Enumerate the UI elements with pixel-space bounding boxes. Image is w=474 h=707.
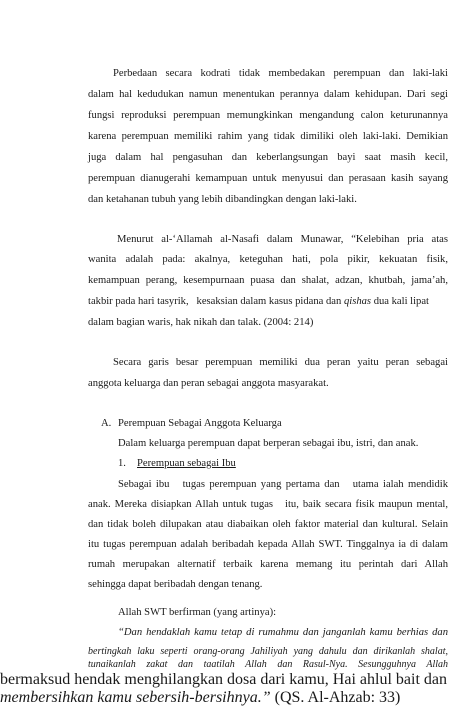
quote-source: (QS. Al-Ahzab: 33)	[270, 689, 401, 706]
quote-continuation	[0, 671, 447, 707]
paragraph-1-line: juga dalam hal pengasuhan dan keberlangsungan bayi saat masih kecil,	[88, 152, 448, 163]
paragraph-1-line: dan ketahanan tubuh yang lebih dibandingkan dengan laki-laki.	[88, 194, 357, 205]
paragraph-1-line: fungsi reproduksi perempuan memungkinkan mengandung calon keturunannya	[88, 110, 448, 121]
paragraph-2-line: wanita adalah pada: akalnya, keteguhan hati, pola pikir, kekuatan fisik,	[88, 254, 448, 265]
subsection-title	[137, 457, 236, 470]
quote-intro: Allah SWT berfirman (yang artinya):	[118, 607, 277, 618]
paragraph-1-line: karena perempuan memiliki rahim yang tidak dimiliki oleh laki-laki. Demikian	[88, 131, 448, 142]
paragraph-4-line: sehingga dapat beribadah dengan tenang.	[88, 579, 263, 590]
quote-line: “Dan hendaklah kamu tetap di rumahmu dan janganlah kamu berhias dan	[118, 627, 448, 638]
paragraph-2-text: dua kali lipat	[371, 296, 430, 307]
section-marker: A.	[101, 418, 112, 429]
paragraph-2-text: takbir pada hari tasyrik, kesaksian dalam kasus pidana dan	[88, 296, 342, 307]
paragraph-1-line: Perbedaan secara kodrati tidak membedakan perempuan dan laki-laki	[113, 68, 448, 79]
qishas-term: qishas	[343, 296, 372, 307]
paragraph-2-line: Menurut al-‘Allamah al-Nasafi dalam Munawar, “Kelebihan pria atas	[117, 234, 448, 245]
paragraph-3-line: anggota keluarga dan peran sebagai anggota masyarakat.	[88, 378, 329, 389]
quote-line: bertingkah laku seperti orang-orang Jahiliyah yang dahulu dan dirikanlah shalat,	[88, 646, 448, 657]
paragraph-4-line: anak. Mereka disiapkan Allah untuk tugas itu, baik secara fisik maupun mental,	[88, 499, 448, 510]
paragraph-2-line: kemampuan perang, kesempurnaan puasa dan shalat, adzan, khutbah, jama’ah,	[88, 275, 448, 286]
quote-final-line	[0, 689, 447, 707]
paragraph-4-line: rumah merupakan alternatif terbaik karena memang itu perintah dari Allah	[88, 559, 448, 570]
subsection-marker: 1.	[118, 458, 126, 469]
paragraph-2-line	[88, 295, 448, 308]
paragraph-4-line: itu tugas perempuan adalah beribadah kepada Allah SWT. Tinggalnya ia di dalam	[88, 539, 448, 550]
paragraph-3-line: Secara garis besar perempuan memiliki dua peran yaitu peran sebagai	[113, 357, 448, 368]
quote-final-italic: membersihkan kamu sebersih-bersihnya.”	[0, 689, 271, 706]
paragraph-4-line: dan tidak boleh dilupakan atau diabaikan oleh faktor material dan kultural. Selain	[88, 519, 448, 530]
section-intro: Dalam keluarga perempuan dapat berperan sebagai ibu, istri, dan anak.	[118, 438, 419, 449]
subsection-title-text: Perempuan sebagai Ibu	[137, 458, 236, 469]
paragraph-1-line: dalam hal kedudukan namun menentukan perannya dalam kehidupan. Dari segi	[88, 89, 448, 100]
paragraph-1-line: perempuan dianugerahi kemampuan untuk menyusui dan perasaan kasih sayang	[88, 173, 448, 184]
quote-line: bermaksud hendak menghilangkan dosa dari kamu, Hai ahlul bait dan	[0, 671, 447, 688]
paragraph-2-line: dalam bagian waris, hak nikah dan talak. (2004: 214)	[88, 317, 314, 328]
quote-line: tunaikanlah zakat dan taatilah Allah dan Rasul-Nya. Sesungguhnya Allah	[88, 659, 448, 670]
paragraph-4-line: Sebagai ibu tugas perempuan yang pertama dan utama ialah mendidik	[118, 479, 448, 490]
section-title: Perempuan Sebagai Anggota Keluarga	[118, 418, 282, 429]
